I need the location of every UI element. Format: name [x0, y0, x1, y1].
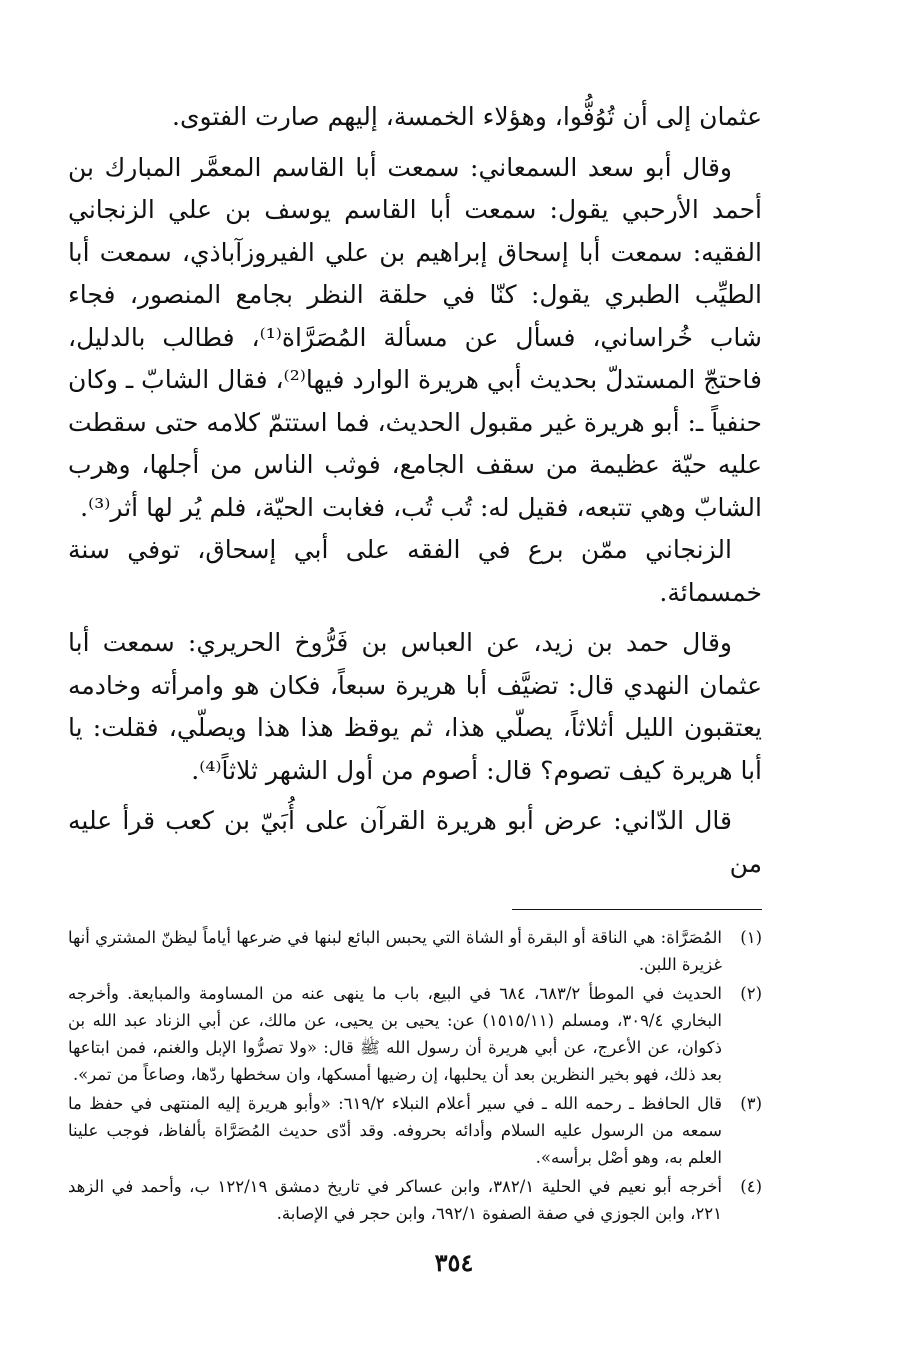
footnote-text: المُصَرَّاة: هي الناقة أو البقرة أو الشاة التي يحبس البائع لبنها في ضرعها أياماً ليظنّ المشتري أنها غزيرة اللبن.	[68, 928, 722, 974]
footnote-1	[68, 924, 762, 978]
page-number: ٣٥٤	[434, 1248, 474, 1277]
page-body	[68, 96, 762, 1229]
paragraph-2: وقال أبو سعد السمعاني: سمعت أبا القاسم المعمَّر المبارك بن أحمد الأرحبي يقول: سمعت أبا القاسم يوسف بن علي الزنجاني الفقيه: سمعت أبا إسحاق إبراهيم بن علي الفيروزآباذي، سمعت أبا الطيِّب الطبري يقول: كنّا في حلقة النظر بجامع المنصور، فجاء شاب خُراساني، فسأل عن مسألة المُصَرَّاة⁽¹⁾، فطالب بالدليل، فاحتجّ المستدلّ بحديث أبي هريرة الوارد فيها⁽²⁾، فقال الشابّ ـ وكان حنفياً ـ: أبو هريرة غير مقبول الحديث، فما استتمّ كلامه حتى سقطت عليه حيّة عظيمة من سقف الجامع، فوثب الناس من أجلها، وهرب الشابّ وهي تتبعه، فقيل له: تُب تُب، فغابت الحيّة، فلم يُر لها أثر⁽³⁾.	[68, 152, 763, 522]
footnote-text: الحديث في الموطأ ٦٨٣/٢، ٦٨٤ في البيع، باب ما ينهى عنه من المساومة والمبايعة. وأخرجه البخاري ٣٠٩/٤، ومسلم (١٥١٥/١١) عن: يحيى بن يحيى، عن مالك، عن أبي الزناد عبد الله بن ذكوان، عن الأعرج، عن أبي هريرة أن رسول الله ﷺ قال: «ولا تصرُّوا الإبل والغنم، فمن ابتاعها بعد ذلك، فهو بخير النظرين بعد أن يحلبها، إن رضيها أمسكها، وان سخطها ردّها، وصاعاً من تمر».	[68, 984, 723, 1084]
footnote-text: قال الحافظ ـ رحمه الله ـ في سير أعلام النبلاء ٦١٩/٢: «وأبو هريرة إليه المنتهى في حفظ ما سمعه من الرسول عليه السلام وأدائه بحروفه. وقد أدّى حديث المُصَرَّاة بألفاظ، فوجب علينا العلم به، وهو أصْل برأسه».	[68, 1094, 722, 1167]
footnote-2	[68, 980, 762, 1088]
footnotes	[68, 924, 762, 1227]
paragraph-3: الزنجاني ممّن برع في الفقه على أبي إسحاق، توفي سنة خمسمائة.	[68, 535, 762, 607]
footnote-number: (٤)	[740, 1177, 762, 1196]
footnote-4	[68, 1173, 762, 1227]
paragraph-4: وقال حمد بن زيد، عن العباس بن فَرُّوخ الحريري: سمعت أبا عثمان النهدي قال: تضيَّف أبا هريرة سبعاً، فكان هو وامرأته وخادمه يعتقبون الليل أثلاثاً، يصلّي هذا، ثم يوقظ هذا هذا ويصلّي، فقلت: يا أبا هريرة كيف تصوم؟ قال: أصوم من أول الشهر ثلاثاً⁽⁴⁾.	[68, 628, 762, 785]
main-text	[68, 96, 762, 885]
footnote-text: أخرجه أبو نعيم في الحلية ٣٨٢/١، وابن عساكر في تاريخ دمشق ١٢٢/١٩ ب، وأحمد في الزهد ٢٢١، وابن الجوزي في صفة الصفوة ٦٩٢/١، وابن حجر في الإصابة.	[68, 1177, 722, 1223]
footnote-number: (٢)	[740, 984, 762, 1003]
footnote-3	[68, 1090, 762, 1171]
paragraph-5: قال الدّاني: عرض أبو هريرة القرآن على أُبَيّ بن كعب قرأ عليه من	[68, 806, 762, 878]
footnote-number: (١)	[740, 928, 762, 947]
paragraph-1: عثمان إلى أن تُوُفُّوا، وهؤلاء الخمسة، إليهم صارت الفتوى.	[172, 102, 762, 131]
footnote-number: (٣)	[740, 1094, 762, 1113]
footnote-divider	[512, 909, 762, 910]
